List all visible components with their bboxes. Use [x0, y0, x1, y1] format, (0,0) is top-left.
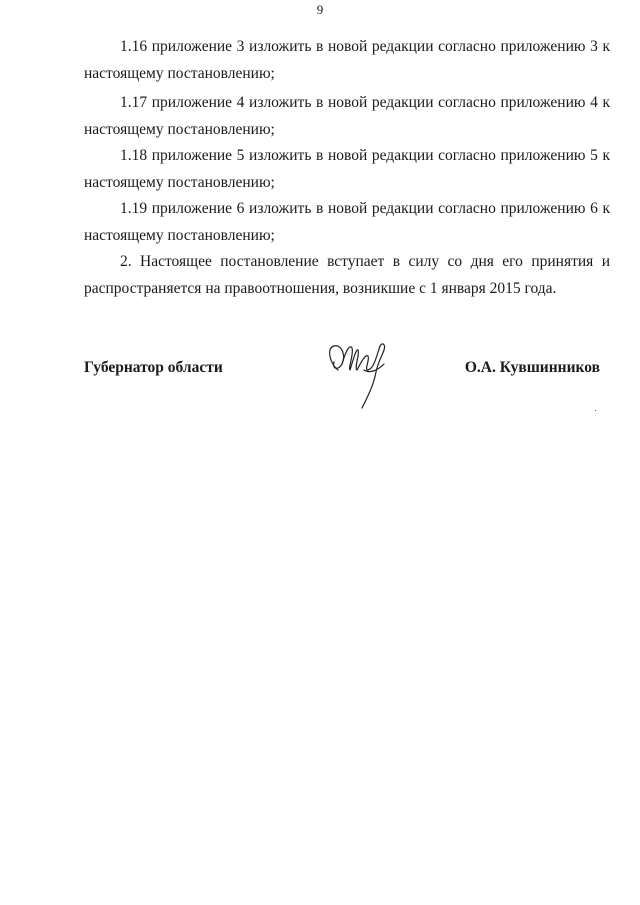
item-cont: распространяется на правоотношения, возникшие с 1 января 2015 года. — [84, 280, 557, 297]
item-lead: 2. Настоящее постановление вступает в силу со дня его принятия и — [120, 253, 610, 270]
signatory-name: О.А. Кувшинников — [464, 359, 600, 376]
item-1-18 — [84, 142, 610, 196]
item-1-17 — [84, 89, 610, 143]
signatory-title: Губернатор области — [84, 359, 223, 376]
item-lead: 1.16 приложение 3 изложить в новой редакции согласно приложению 3 к — [120, 38, 610, 55]
item-cont: настоящему постановлению; — [84, 65, 275, 82]
page-number: 9 — [316, 2, 324, 17]
item-2-effective — [84, 248, 610, 302]
item-cont: настоящему постановлению; — [84, 174, 275, 191]
scan-speck — [595, 410, 596, 411]
item-cont: настоящему постановлению; — [84, 227, 275, 244]
item-cont: настоящему постановлению; — [84, 121, 275, 138]
item-lead: 1.18 приложение 5 изложить в новой редакции согласно приложению 5 к — [120, 147, 610, 164]
item-1-16 — [84, 33, 610, 87]
item-lead: 1.19 приложение 6 изложить в новой редакции согласно приложению 6 к — [120, 200, 610, 217]
item-lead: 1.17 приложение 4 изложить в новой редакции согласно приложению 4 к — [120, 94, 610, 111]
signature-block — [84, 355, 600, 435]
item-1-19 — [84, 195, 610, 249]
handwritten-signature — [324, 340, 394, 420]
